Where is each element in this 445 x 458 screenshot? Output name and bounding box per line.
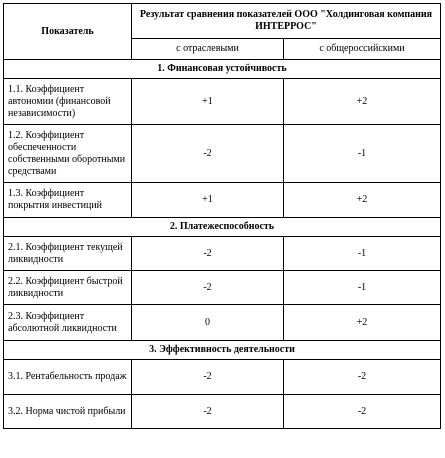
row-industry-value: +1 [132, 183, 284, 218]
row-industry-value: -2 [132, 237, 284, 271]
section-title: 2. Платежеспособность [4, 218, 441, 237]
comparison-table [3, 3, 441, 429]
row-national-value: -1 [284, 271, 441, 305]
section-title: 3. Эффективность деятельности [4, 341, 441, 360]
row-national-value: +2 [284, 305, 441, 341]
row-label: 1.3. Коэффициент покрытия инвестиций [4, 183, 132, 218]
row-national-value: -2 [284, 360, 441, 395]
header-col-national: с общероссийскими [284, 39, 441, 60]
row-label: 3.1. Рентабельность продаж [4, 360, 132, 395]
row-label: 2.1. Коэффициент текущей ликвидности [4, 237, 132, 271]
row-industry-value: 0 [132, 305, 284, 341]
row-national-value: -1 [284, 237, 441, 271]
header-result: Результат сравнения показателей ООО "Холдинговая компания ИНТЕРРОС" [132, 4, 441, 39]
row-industry-value: -2 [132, 395, 284, 429]
row-label: 1.2. Коэффициент обеспеченности собственными оборотными средствами [4, 125, 132, 183]
row-national-value: -2 [284, 395, 441, 429]
row-industry-value: +1 [132, 79, 284, 125]
row-national-value: +2 [284, 183, 441, 218]
row-label: 2.2. Коэффициент быстрой ликвидности [4, 271, 132, 305]
row-national-value: -1 [284, 125, 441, 183]
row-label: 3.2. Норма чистой прибыли [4, 395, 132, 429]
row-label: 2.3. Коэффициент абсолютной ликвидности [4, 305, 132, 341]
row-industry-value: -2 [132, 360, 284, 395]
row-industry-value: -2 [132, 271, 284, 305]
row-national-value: +2 [284, 79, 441, 125]
header-indicator: Показатель [4, 4, 132, 60]
header-col-industry: с отраслевыми [132, 39, 284, 60]
section-title: 1. Финансовая устойчивость [4, 60, 441, 79]
row-industry-value: -2 [132, 125, 284, 183]
row-label: 1.1. Коэффициент автономии (финансовой независимости) [4, 79, 132, 125]
